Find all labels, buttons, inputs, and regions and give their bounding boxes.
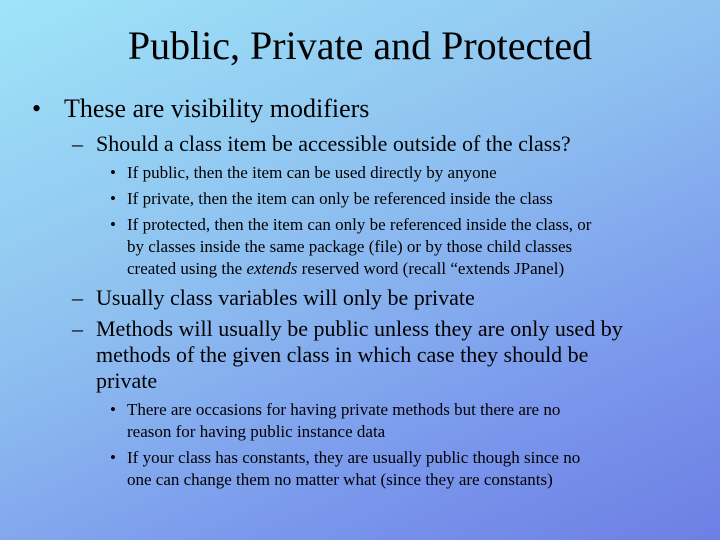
sub-bullet-marker: • [110, 189, 116, 208]
bullet-marker: • [32, 94, 42, 123]
bullet-methods-line1: Methods will usually be public unless they are only used by [96, 316, 623, 341]
protected-line3-pre: created using the [127, 259, 247, 278]
bullet-protected-line3 [127, 258, 564, 280]
slide-title: Public, Private and Protected [127, 23, 593, 68]
bullet-private-methods-line1: There are occasions for having private methods but there are no [127, 400, 561, 419]
bullet-class-variables: Usually class variables will only be private [96, 285, 475, 310]
bullet-visibility-modifiers: These are visibility modifiers [64, 94, 370, 123]
bullet-public: If public, then the item can be used directly by anyone [127, 163, 497, 182]
bullet-methods-line2: methods of the given class in which case they should be [96, 342, 589, 367]
bullet-constants-line1: If your class has constants, they are usually public though since no [127, 448, 581, 467]
bullet-protected-line1: If protected, then the item can only be referenced inside the class, or [127, 215, 592, 234]
dash-marker: – [72, 285, 83, 310]
extends-keyword: extends [246, 259, 298, 278]
dash-marker: – [72, 131, 83, 156]
dash-marker: – [72, 316, 83, 341]
bullet-accessible-question: Should a class item be accessible outside of the class? [96, 131, 571, 156]
sub-bullet-marker: • [110, 163, 116, 182]
bullet-constants-line2: one can change them no matter what (since they are constants) [127, 470, 553, 489]
sub-bullet-marker: • [110, 215, 116, 234]
bullet-private-methods-line2: reason for having public instance data [127, 422, 386, 441]
bullet-private: If private, then the item can only be referenced inside the class [127, 189, 553, 208]
protected-line3-post: reserved word (recall “extends JPanel) [297, 259, 565, 278]
sub-bullet-marker: • [110, 448, 116, 467]
sub-bullet-marker: • [110, 400, 116, 419]
bullet-protected-line2: by classes inside the same package (file) or by those child classes [127, 237, 573, 256]
bullet-methods-line3: private [96, 368, 158, 393]
